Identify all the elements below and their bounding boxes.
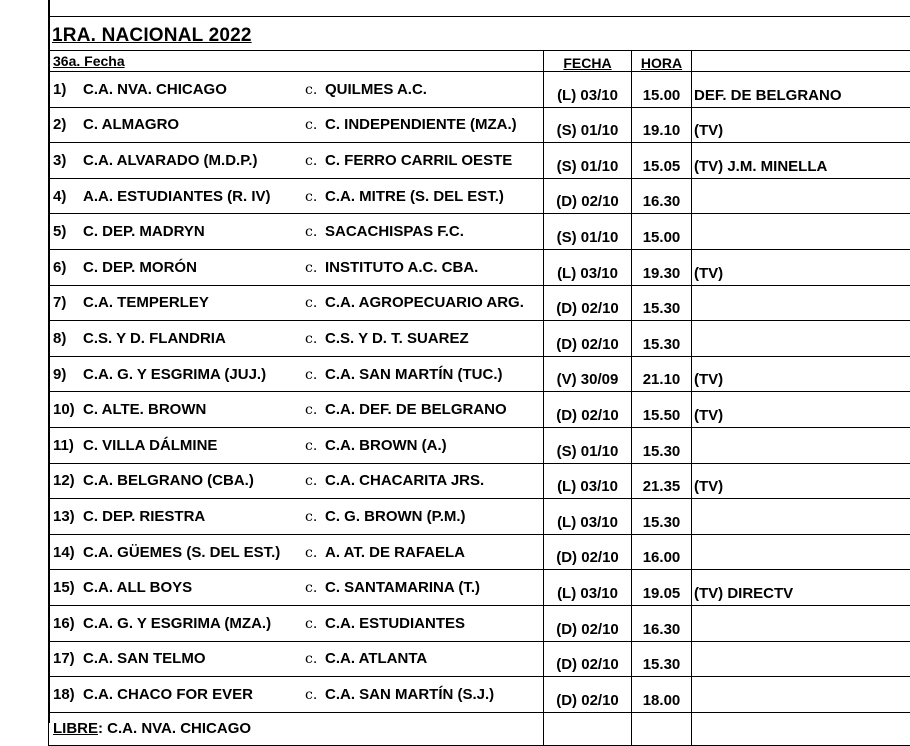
match-cell: [49, 249, 544, 285]
match-date: (D) 02/10: [544, 178, 632, 214]
match-time: 18.00: [632, 677, 692, 713]
note-header: [692, 51, 910, 72]
match-time: 16.30: [632, 178, 692, 214]
libre-label: LIBRE: [53, 720, 98, 737]
match-time: 15.30: [632, 427, 692, 463]
match-cell: [49, 285, 544, 321]
match-row: [49, 356, 910, 392]
match-number: 11): [53, 437, 83, 454]
match-number: 3): [53, 152, 83, 169]
match-note: [692, 677, 910, 713]
libre-date-empty: [544, 712, 632, 745]
home-team: C.A. SAN TELMO: [83, 650, 305, 667]
match-time: 19.30: [632, 249, 692, 285]
match-cell: [49, 72, 544, 108]
versus-mark: c.: [305, 687, 325, 703]
match-time: 21.35: [632, 463, 692, 499]
versus-mark: c.: [305, 367, 325, 383]
match-time: 15.05: [632, 143, 692, 179]
match-number: 14): [53, 544, 83, 561]
match-row: [49, 499, 910, 535]
match-row: [49, 641, 910, 677]
home-team: C. ALTE. BROWN: [83, 401, 305, 418]
match-note: [692, 321, 910, 357]
match-time: 15.30: [632, 499, 692, 535]
versus-mark: c.: [305, 651, 325, 667]
home-team: C.A. GÜEMES (S. DEL EST.): [83, 544, 305, 561]
away-team: A. AT. DE RAFAELA: [325, 544, 465, 561]
versus-mark: c.: [305, 117, 325, 133]
match-date: (D) 02/10: [544, 677, 632, 713]
match-row: [49, 178, 910, 214]
match-number: 16): [53, 615, 83, 632]
libre-time-empty: [632, 712, 692, 745]
versus-mark: c.: [305, 224, 325, 240]
match-note: [692, 499, 910, 535]
away-team: C.A. MITRE (S. DEL EST.): [325, 188, 504, 205]
match-row: [49, 214, 910, 250]
match-cell: [49, 605, 544, 641]
versus-mark: c.: [305, 509, 325, 525]
match-time: 15.30: [632, 641, 692, 677]
away-team: C.A. BROWN (A.): [325, 437, 447, 454]
home-team: C. ALMAGRO: [83, 116, 305, 133]
home-team: C.A. G. Y ESGRIMA (MZA.): [83, 615, 305, 632]
match-time: 16.00: [632, 534, 692, 570]
match-row: [49, 392, 910, 428]
match-cell: [49, 427, 544, 463]
match-date: (S) 01/10: [544, 214, 632, 250]
match-cell: [49, 463, 544, 499]
away-team: C.S. Y D. T. SUAREZ: [325, 330, 469, 347]
match-note: [692, 641, 910, 677]
away-team: C. G. BROWN (P.M.): [325, 508, 466, 525]
versus-mark: c.: [305, 473, 325, 489]
match-number: 5): [53, 223, 83, 240]
versus-mark: c.: [305, 260, 325, 276]
match-date: (S) 01/10: [544, 107, 632, 143]
match-number: 13): [53, 508, 83, 525]
away-team: C.A. SAN MARTÍN (TUC.): [325, 366, 502, 383]
date-header: FECHA: [544, 51, 632, 72]
match-row: [49, 321, 910, 357]
home-team: A.A. ESTUDIANTES (R. IV): [83, 188, 305, 205]
match-cell: [49, 570, 544, 606]
libre-cell: [49, 712, 544, 745]
match-row: [49, 677, 910, 713]
fixture-table: [48, 50, 910, 746]
header-row: [49, 51, 910, 72]
away-team: C. INDEPENDIENTE (MZA.): [325, 116, 517, 133]
match-note: [692, 285, 910, 321]
match-cell: [49, 392, 544, 428]
match-date: (L) 03/10: [544, 249, 632, 285]
versus-mark: c.: [305, 189, 325, 205]
match-row: [49, 72, 910, 108]
page-title: 1RA. NACIONAL 2022: [52, 25, 252, 47]
top-rule: [48, 16, 910, 17]
match-time: 16.30: [632, 605, 692, 641]
versus-mark: c.: [305, 616, 325, 632]
round-label: 36a. Fecha: [49, 51, 544, 72]
match-note: (TV): [692, 392, 910, 428]
match-note: [692, 605, 910, 641]
match-number: 9): [53, 366, 83, 383]
match-cell: [49, 356, 544, 392]
match-cell: [49, 107, 544, 143]
match-row: [49, 143, 910, 179]
home-team: C. DEP. MORÓN: [83, 259, 305, 276]
versus-mark: c.: [305, 438, 325, 454]
match-number: 4): [53, 188, 83, 205]
match-row: [49, 427, 910, 463]
libre-row: [49, 712, 910, 745]
match-note: (TV): [692, 463, 910, 499]
match-number: 1): [53, 81, 83, 98]
away-team: C.A. ESTUDIANTES: [325, 615, 465, 632]
match-number: 18): [53, 686, 83, 703]
match-number: 15): [53, 579, 83, 596]
away-team: C.A. AGROPECUARIO ARG.: [325, 294, 524, 311]
home-team: C.S. Y D. FLANDRIA: [83, 330, 305, 347]
match-number: 6): [53, 259, 83, 276]
match-date: (L) 03/10: [544, 499, 632, 535]
match-note: DEF. DE BELGRANO: [692, 72, 910, 108]
match-note: (TV): [692, 107, 910, 143]
match-time: 19.10: [632, 107, 692, 143]
match-note: [692, 214, 910, 250]
match-row: [49, 107, 910, 143]
match-date: (L) 03/10: [544, 570, 632, 606]
match-date: (S) 01/10: [544, 427, 632, 463]
match-note: (TV) J.M. MINELLA: [692, 143, 910, 179]
match-number: 7): [53, 294, 83, 311]
versus-mark: c.: [305, 580, 325, 596]
away-team: SACACHISPAS F.C.: [325, 223, 464, 240]
match-date: (L) 03/10: [544, 72, 632, 108]
home-team: C.A. G. Y ESGRIMA (JUJ.): [83, 366, 305, 383]
match-date: (V) 30/09: [544, 356, 632, 392]
versus-mark: c.: [305, 82, 325, 98]
libre-team: : C.A. NVA. CHICAGO: [98, 720, 251, 737]
versus-mark: c.: [305, 295, 325, 311]
match-row: [49, 534, 910, 570]
match-row: [49, 249, 910, 285]
match-cell: [49, 178, 544, 214]
match-time: 15.30: [632, 285, 692, 321]
versus-mark: c.: [305, 153, 325, 169]
away-team: C.A. CHACARITA JRS.: [325, 472, 484, 489]
match-date: (D) 02/10: [544, 321, 632, 357]
away-team: C.A. SAN MARTÍN (S.J.): [325, 686, 494, 703]
away-team: C.A. ATLANTA: [325, 650, 427, 667]
time-header: HORA: [632, 51, 692, 72]
match-note: (TV): [692, 356, 910, 392]
away-team: C. FERRO CARRIL OESTE: [325, 152, 512, 169]
match-time: 15.50: [632, 392, 692, 428]
match-note: (TV): [692, 249, 910, 285]
versus-mark: c.: [305, 545, 325, 561]
match-note: (TV) DIRECTV: [692, 570, 910, 606]
match-time: 15.00: [632, 214, 692, 250]
match-row: [49, 285, 910, 321]
match-number: 8): [53, 330, 83, 347]
match-number: 12): [53, 472, 83, 489]
home-team: C.A. ALL BOYS: [83, 579, 305, 596]
home-team: C.A. ALVARADO (M.D.P.): [83, 152, 305, 169]
match-note: [692, 178, 910, 214]
away-team: C. SANTAMARINA (T.): [325, 579, 480, 596]
away-team: INSTITUTO A.C. CBA.: [325, 259, 478, 276]
home-team: C. VILLA DÁLMINE: [83, 437, 305, 454]
match-cell: [49, 499, 544, 535]
match-date: (S) 01/10: [544, 143, 632, 179]
match-cell: [49, 143, 544, 179]
match-cell: [49, 677, 544, 713]
match-note: [692, 534, 910, 570]
match-cell: [49, 321, 544, 357]
match-row: [49, 463, 910, 499]
match-time: 15.30: [632, 321, 692, 357]
home-team: C. DEP. MADRYN: [83, 223, 305, 240]
home-team: C.A. TEMPERLEY: [83, 294, 305, 311]
away-team: QUILMES A.C.: [325, 81, 427, 98]
match-date: (L) 03/10: [544, 463, 632, 499]
match-date: (D) 02/10: [544, 534, 632, 570]
match-time: 19.05: [632, 570, 692, 606]
home-team: C.A. CHACO FOR EVER: [83, 686, 305, 703]
match-time: 15.00: [632, 72, 692, 108]
away-team: C.A. DEF. DE BELGRANO: [325, 401, 507, 418]
versus-mark: c.: [305, 331, 325, 347]
match-date: (D) 02/10: [544, 605, 632, 641]
match-number: 17): [53, 650, 83, 667]
match-date: (D) 02/10: [544, 392, 632, 428]
match-date: (D) 02/10: [544, 285, 632, 321]
match-time: 21.10: [632, 356, 692, 392]
libre-note-empty: [692, 712, 910, 745]
match-row: [49, 570, 910, 606]
match-note: [692, 427, 910, 463]
match-date: (D) 02/10: [544, 641, 632, 677]
versus-mark: c.: [305, 402, 325, 418]
match-number: 2): [53, 116, 83, 133]
home-team: C.A. NVA. CHICAGO: [83, 81, 305, 98]
match-row: [49, 605, 910, 641]
match-cell: [49, 641, 544, 677]
match-cell: [49, 534, 544, 570]
match-cell: [49, 214, 544, 250]
home-team: C.A. BELGRANO (CBA.): [83, 472, 305, 489]
home-team: C. DEP. RIESTRA: [83, 508, 305, 525]
match-number: 10): [53, 401, 83, 418]
